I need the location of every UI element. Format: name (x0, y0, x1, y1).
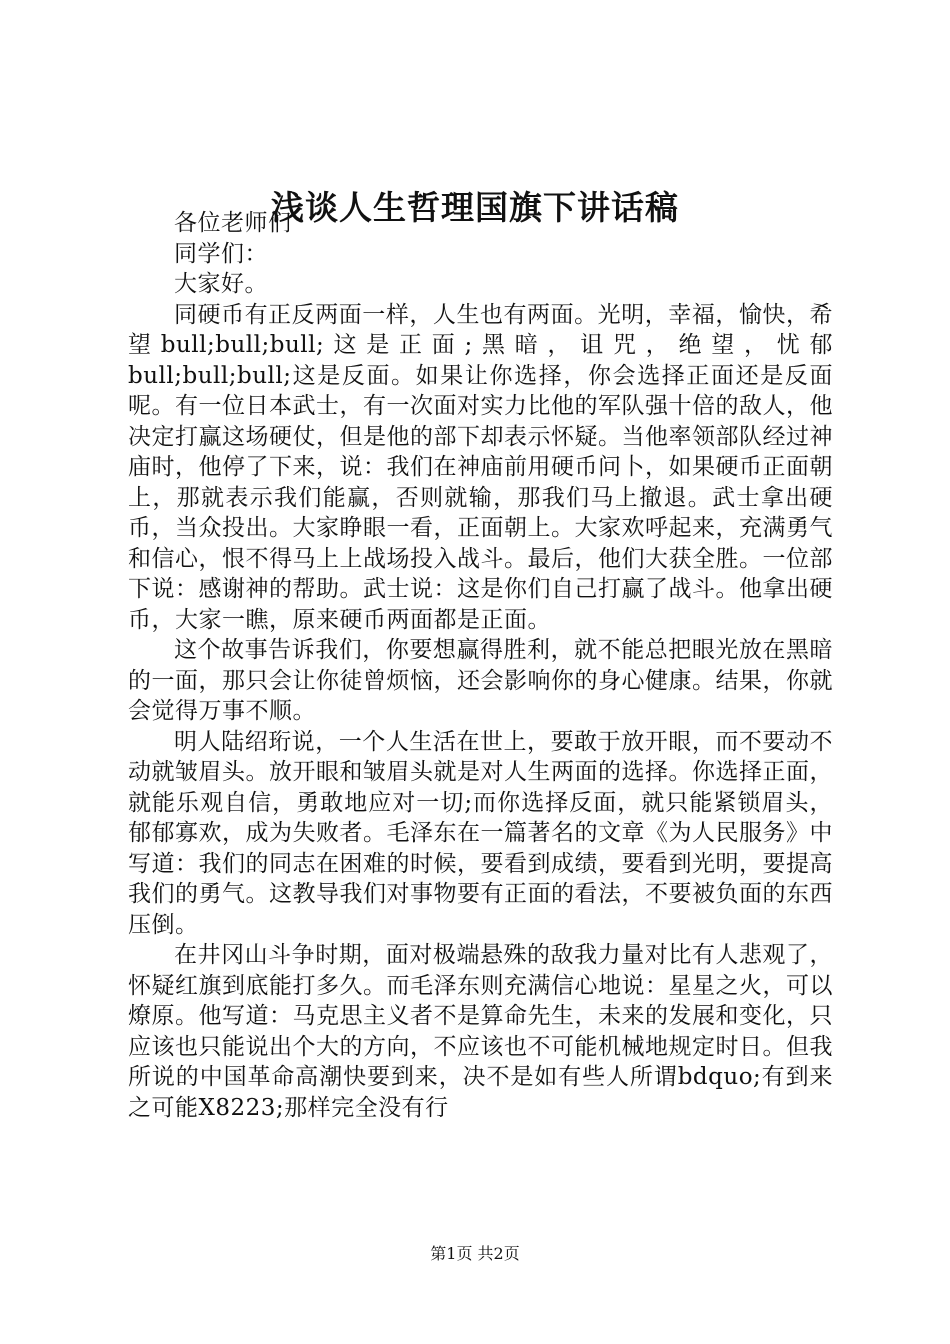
paragraph-story-lesson: 这个故事告诉我们，你要想赢得胜利，就不能总把眼光放在黑暗的一面，那只会让你徒曾烦恼，还会影响你的身心健康。结果，你就会觉得万事不顺。 (128, 637, 833, 724)
paragraph-jinggangshan: 在井冈山斗争时期，面对极端悬殊的敌我力量对比有人悲观了，怀疑红旗到底能打多久。而毛泽东则充满信心地说：星星之火，可以燎原。他写道：马克思主义者不是算命先生，未来的发展和变化，只应该也只能说出个大的方向，不应该也不可能机械地规定时日。但我所说的中国革命高潮快要到来，决不是如有些人所谓bdquo;有到来之可能X8223;那样完全没有行 (128, 942, 833, 1121)
document-title: 浅谈人生哲理国旗下讲话稿 (271, 188, 679, 227)
salutation-students: 同学们： (174, 240, 268, 267)
paragraph-coin-story: 同硬币有正反两面一样，人生也有两面。光明，幸福，愉快，希望bull;bull;bull;这是正面;黑暗，诅咒，绝望，忧郁bull;bull;bull;这是反面。如果让你选择，你会选择正面还是反面呢。有一位日本武士，有一次面对实力比他的军队强十倍的敌人，他决定打赢这场硬仗，但是他的部下却表示怀疑。当他率领部队经过神庙时，他停了下来，说：我们在神庙前用硬币问卜，如果硬币正面朝上，那就表示我们能赢，否则就输，那我们马上撤退。武士拿出硬币，当众投出。大家睁眼一看，正面朝上。大家欢呼起来，充满勇气和信心，恨不得马上上战场投入战斗。最后，他们大获全胜。一位部下说：感谢神的帮助。武士说：这是你们自己打赢了战斗。他拿出硬币，大家一瞧，原来硬币两面都是正面。 (128, 301, 833, 633)
paragraph-lu-shaoheng: 明人陆绍珩说，一个人生活在世上，要敢于放开眼，而不要动不动就皱眉头。放开眼和皱眉头就是对人生两面的选择。你选择正面，就能乐观自信，勇敢地应对一切;而你选择反面，就只能紧锁眉头，郁郁寡欢，成为失败者。毛泽东在一篇著名的文章《为人民服务》中写道：我们的同志在困难的时候，要看到成绩，要看到光明，要提高我们的勇气。这教导我们对事物要有正面的看法，不要被负面的东西压倒。 (128, 728, 833, 938)
page-footer: 第1页 共2页 (430, 1244, 520, 1263)
salutation-teachers: 各位老师们 (174, 210, 292, 236)
document-body (128, 208, 833, 1123)
salutation-greeting: 大家好。 (174, 271, 268, 297)
